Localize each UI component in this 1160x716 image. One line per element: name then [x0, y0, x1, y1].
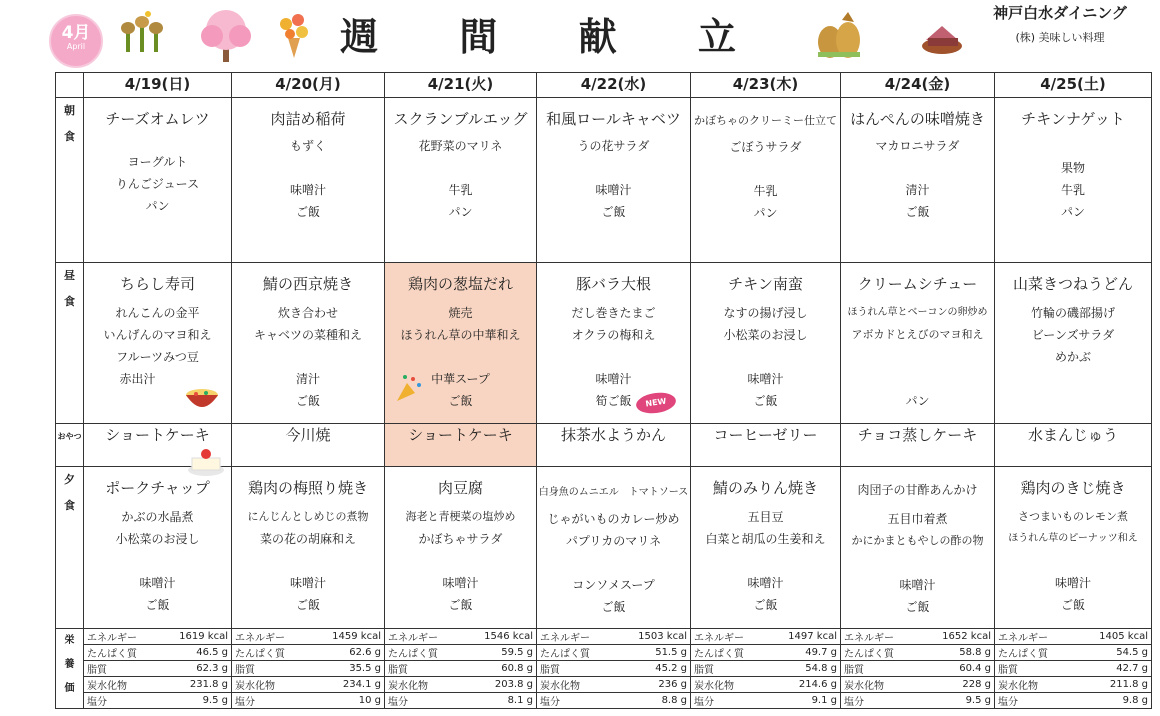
nutrient-value: 231.8 g [158, 677, 231, 693]
nutrient-name: エネルギー [537, 629, 614, 645]
main-dish: ポークチャップ [105, 479, 210, 497]
nutrient-value: 1497 kcal [766, 629, 840, 645]
main-dish: 豚バラ大根 [575, 275, 651, 293]
dinner-row [56, 467, 1152, 629]
nutrient-value: 9.1 g [811, 695, 837, 706]
title-char: 献 [578, 14, 621, 59]
page-title [340, 8, 740, 58]
nutrient-name: たんぱく質 [537, 645, 614, 661]
side-dish: 味噌汁 [289, 183, 326, 197]
side-dish: 清汁 [905, 183, 930, 197]
side-dish: 赤出汁 [119, 372, 156, 386]
meal-cell [995, 263, 1152, 424]
breakfast-row [56, 98, 1152, 263]
nutrient-name: 塩分 [235, 697, 255, 708]
nutrition-table [84, 629, 231, 708]
nutrient-value: 60.8 g [461, 661, 536, 677]
side-dish: いんげんのマヨ和え [103, 328, 212, 342]
meal-cell [995, 98, 1152, 263]
date-header: 4/19(日) [84, 73, 232, 98]
snack-label: おやつ [56, 424, 84, 467]
nutrition-table [995, 629, 1151, 708]
month-label: 4月 [61, 23, 91, 43]
cherry-blossom-tree-icon [196, 8, 256, 64]
side-dish: パン [905, 394, 930, 408]
side-dish: かぶの水晶煮 [121, 510, 194, 524]
meal-cell [537, 98, 691, 263]
main-dish: 鯖の西京焼き [262, 275, 353, 293]
meal-cell [691, 263, 841, 424]
snack-cell-highlight: ショートケーキ [385, 424, 537, 467]
nutrient-name: エネルギー [841, 629, 918, 645]
nutrient-name: 炭水化物 [537, 677, 614, 693]
row-label-char: 価 [64, 683, 75, 694]
side-dish: にんじんとしめじの煮物 [247, 510, 369, 523]
soup-bowl-icon [184, 385, 220, 413]
side-dish: ほうれん草とベーコンの卵炒め [847, 307, 988, 318]
side-dish: キャベツの菜種和え [253, 328, 362, 342]
main-dish: 肉詰め稲荷 [270, 110, 346, 128]
corner-cell [56, 73, 84, 98]
company-name: 神戸白水ダイニング [993, 4, 1127, 22]
side-dish: フルーツみつ豆 [116, 350, 199, 364]
main-dish: 鶏肉のきじ焼き [1020, 479, 1126, 497]
side-dish: 焼売 [448, 306, 473, 320]
side-dish: ご飯 [295, 598, 320, 612]
nutrient-name: 脂質 [385, 661, 461, 677]
main-dish: 山菜きつねうどん [1012, 275, 1133, 293]
side-dish: 味噌汁 [595, 372, 632, 386]
nutrient-value: 1652 kcal [918, 629, 994, 645]
nutrient-value: 62.3 g [158, 661, 231, 677]
side-dish: パン [1060, 205, 1085, 219]
row-label-char: 昼 [64, 269, 75, 282]
nutrition-cell [995, 629, 1152, 709]
nutrition-cell [841, 629, 995, 709]
nutrient-value: 49.7 g [766, 645, 840, 661]
row-label-char: 食 [64, 295, 75, 308]
side-dish: 果物 [1060, 161, 1085, 175]
meal-cell [84, 467, 232, 629]
side-dish: 味噌汁 [139, 576, 176, 590]
side-dish: 筍ご飯 [595, 394, 632, 408]
main-dish: はんぺんの味噌焼き [850, 110, 985, 128]
nutrient-name: たんぱく質 [995, 645, 1074, 661]
side-dish: ご飯 [295, 394, 320, 408]
row-label-char: 栄 [64, 635, 75, 646]
nutrient-name: たんぱく質 [84, 645, 158, 661]
nutrient-name: 炭水化物 [995, 677, 1074, 693]
side-dish: 竹輪の磯部揚げ [1030, 306, 1115, 320]
meal-cell [232, 467, 385, 629]
nutrient-name: エネルギー [84, 629, 158, 645]
nutrient-name: エネルギー [385, 629, 461, 645]
nutrition-cell [385, 629, 537, 709]
side-dish: ほうれん草の中華和え [400, 328, 521, 342]
side-dish: 味噌汁 [442, 576, 479, 590]
side-dish: ご飯 [145, 598, 170, 612]
side-dish: 白菜と胡瓜の生姜和え [705, 532, 826, 546]
date-header: 4/22(水) [537, 73, 691, 98]
side-dish: ほうれん草のピーナッツ和え [1008, 533, 1138, 544]
side-dish: パプリカのマリネ [565, 534, 662, 548]
side-dish: 小松菜のお浸し [723, 328, 808, 342]
side-dish: うの花サラダ [577, 139, 650, 153]
side-dish: ご飯 [448, 598, 473, 612]
nutrition-label [56, 629, 84, 709]
nutrient-value: 9.5 g [202, 695, 228, 706]
nutrient-value: 35.5 g [309, 661, 384, 677]
nutrient-value: 60.4 g [918, 661, 994, 677]
breakfast-label [56, 98, 84, 263]
nutrition-table [537, 629, 690, 708]
main-dish: かぼちゃのクリーミー仕立て [694, 114, 837, 127]
meal-cell [537, 467, 691, 629]
main-dish: スクランブルエッグ [393, 110, 528, 128]
nutrient-name: たんぱく質 [385, 645, 461, 661]
main-dish: 鯖のみりん焼き [712, 479, 818, 497]
meal-cell-highlight [385, 263, 537, 424]
side-dish: 牛乳 [753, 184, 778, 198]
side-dish: 清汁 [295, 372, 320, 386]
snack-cell: 今川焼 [232, 424, 385, 467]
nutrient-value: 1459 kcal [309, 629, 384, 645]
nutrient-value: 236 g [614, 677, 690, 693]
nutrient-value: 211.8 g [1074, 677, 1151, 693]
side-dish: 炊き合わせ [277, 306, 338, 320]
dinner-label [56, 467, 84, 629]
meal-cell [84, 263, 232, 424]
side-dish: かにかまともやしの酢の物 [851, 534, 984, 547]
nutrition-cell [691, 629, 841, 709]
meal-cell [841, 467, 995, 629]
side-dish: ご飯 [601, 600, 626, 614]
month-badge [49, 14, 103, 68]
meal-cell [691, 98, 841, 263]
nutrient-value: 54.5 g [1074, 645, 1151, 661]
nutrient-value: 1503 kcal [614, 629, 690, 645]
main-dish: チキン南蛮 [728, 275, 803, 293]
nutrient-name: 塩分 [540, 697, 560, 708]
side-dish: ごぼうサラダ [729, 140, 802, 154]
meal-cell [691, 467, 841, 629]
row-label-char: 養 [64, 659, 75, 670]
nutrient-value: 214.6 g [766, 677, 840, 693]
shortcake-icon [186, 446, 226, 478]
nutrient-value: 62.6 g [309, 645, 384, 661]
nutrient-name: たんぱく質 [841, 645, 918, 661]
nutrient-value: 8.1 g [507, 695, 533, 706]
nutrient-value: 8.8 g [661, 695, 687, 706]
title-char: 週 [340, 14, 383, 59]
flower-bouquet-icon [276, 12, 312, 60]
side-dish: めかぶ [1054, 350, 1091, 364]
nutrition-table [841, 629, 994, 708]
side-dish: 五目豆 [747, 510, 784, 524]
main-dish: 肉団子の甘酢あんかけ [857, 483, 978, 497]
birthday-bunting-icon [389, 263, 519, 270]
nutrient-name: 塩分 [694, 697, 714, 708]
title-char: 間 [459, 14, 502, 59]
nutrient-name: 塩分 [844, 697, 864, 708]
side-dish: アボカドとえびのマヨ和え [851, 328, 984, 341]
side-dish: 小松菜のお浸し [115, 532, 200, 546]
nutrient-name: 炭水化物 [691, 677, 766, 693]
main-dish: 和風ロールキャベツ [546, 110, 681, 128]
meal-cell [841, 263, 995, 424]
side-dish: パン [145, 199, 170, 213]
nutrient-name: 炭水化物 [84, 677, 158, 693]
nutrient-value: 45.2 g [614, 661, 690, 677]
nutrient-value: 58.8 g [918, 645, 994, 661]
side-dish: ご飯 [905, 600, 930, 614]
nutrient-name: エネルギー [691, 629, 766, 645]
company-subtitle: (株) 美味しい料理 [1015, 31, 1105, 44]
nutrient-value: 1405 kcal [1074, 629, 1151, 645]
snack-cell: ショートケーキ [84, 424, 232, 467]
side-dish: なすの揚げ浸し [723, 306, 808, 320]
meal-cell [385, 98, 537, 263]
lunch-label [56, 263, 84, 424]
nutrient-value: 46.5 g [158, 645, 231, 661]
nutrient-value: 228 g [918, 677, 994, 693]
nutrient-name: 塩分 [388, 697, 408, 708]
nutrition-cell [84, 629, 232, 709]
nutrition-table [232, 629, 384, 708]
lunch-row [56, 263, 1152, 424]
side-dish: オクラの梅和え [571, 328, 656, 342]
side-dish: ご飯 [601, 205, 626, 219]
new-badge: NEW [635, 390, 677, 415]
nutrition-table [385, 629, 536, 708]
meal-cell [385, 467, 537, 629]
nutrient-value: 9.8 g [1122, 695, 1148, 706]
main-dish: チキンナゲット [1021, 110, 1125, 128]
nutrient-name: たんぱく質 [691, 645, 766, 661]
side-dish: 味噌汁 [747, 576, 784, 590]
dessert-icon [920, 18, 966, 56]
date-header: 4/25(土) [995, 73, 1152, 98]
main-dish: 白身魚のムニエル トマトソース [538, 487, 689, 498]
meal-cell [232, 263, 385, 424]
party-popper-icon [393, 373, 423, 403]
nutrient-name: エネルギー [995, 629, 1074, 645]
nutrient-value: 54.8 g [766, 661, 840, 677]
nutrient-value: 42.7 g [1074, 661, 1151, 677]
main-dish: 鶏肉の葱塩だれ [407, 275, 513, 293]
nutrient-value: 59.5 g [461, 645, 536, 661]
row-label-char: 夕 [64, 473, 75, 486]
side-dish: ご飯 [753, 394, 778, 408]
date-header: 4/20(月) [232, 73, 385, 98]
side-dish: じゃがいものカレー炒め [547, 512, 680, 526]
date-row [56, 73, 1152, 98]
side-dish: 味噌汁 [595, 183, 632, 197]
meal-cell [995, 467, 1152, 629]
side-dish: ご飯 [753, 598, 778, 612]
date-header: 4/23(木) [691, 73, 841, 98]
side-dish: 菜の花の胡麻和え [259, 532, 356, 546]
snack-cell: コーヒーゼリー [691, 424, 841, 467]
main-dish: チーズオムレツ [105, 110, 210, 128]
meal-cell [84, 98, 232, 263]
nutrient-name: 炭水化物 [385, 677, 461, 693]
side-dish: ご飯 [448, 394, 473, 408]
main-dish: 肉豆腐 [437, 479, 483, 497]
header [0, 0, 1160, 70]
nutrient-name: 脂質 [537, 661, 614, 677]
nutrient-value: 9.5 g [965, 695, 991, 706]
nutrient-value: 234.1 g [309, 677, 384, 693]
side-dish: ヨーグルト [127, 155, 188, 169]
nutrient-value: 1546 kcal [461, 629, 536, 645]
nutrition-table [691, 629, 840, 708]
side-dish: 中華スープ [431, 372, 490, 386]
nutrient-value: 203.8 g [461, 677, 536, 693]
side-dish: 味噌汁 [289, 576, 326, 590]
side-dish: 味噌汁 [1054, 576, 1091, 590]
month-en-label: April [66, 42, 86, 51]
side-dish: 花野菜のマリネ [418, 139, 503, 153]
side-dish: コンソメスープ [572, 578, 655, 592]
nutrient-name: 塩分 [998, 697, 1018, 708]
meal-cell [232, 98, 385, 263]
side-dish: パン [448, 205, 473, 219]
nutrient-name: 炭水化物 [841, 677, 918, 693]
side-dish: さつまいものレモン煮 [1018, 510, 1128, 523]
row-label-char: 食 [64, 499, 75, 512]
side-dish: 味噌汁 [747, 372, 784, 386]
date-header: 4/24(金) [841, 73, 995, 98]
snack-cell: 水まんじゅう [995, 424, 1152, 467]
nutrient-name: 塩分 [87, 697, 107, 708]
snack-cell: チョコ蒸しケーキ [841, 424, 995, 467]
meal-cell [841, 98, 995, 263]
date-header: 4/21(火) [385, 73, 537, 98]
nutrient-name: エネルギー [232, 629, 309, 645]
main-dish: ちらし寿司 [119, 275, 195, 293]
side-dish: だし巻きたまご [571, 306, 656, 320]
nutrient-name: 脂質 [232, 661, 309, 677]
side-dish: 牛乳 [1060, 183, 1085, 197]
main-dish: クリームシチュー [857, 275, 978, 293]
side-dish: もずく [289, 139, 326, 153]
nutrition-cell [537, 629, 691, 709]
snack-cell: 抹茶水ようかん [537, 424, 691, 467]
side-dish: 海老と青梗菜の塩炒め [405, 510, 516, 523]
side-dish: マカロニサラダ [875, 139, 960, 153]
title-char: 立 [697, 14, 740, 59]
side-dish: ビーンズサラダ [1031, 328, 1115, 342]
row-label-char: 食 [64, 130, 75, 143]
tulip-sprouts-icon [118, 10, 166, 56]
nutrition-row [56, 629, 1152, 709]
company-block [965, 2, 1155, 45]
nutrient-value: 51.5 g [614, 645, 690, 661]
side-dish: れんこんの金平 [115, 306, 200, 320]
nutrient-name: 脂質 [841, 661, 918, 677]
nutrient-name: 脂質 [84, 661, 158, 677]
nutrient-value: 1619 kcal [158, 629, 231, 645]
side-dish: ご飯 [905, 205, 930, 219]
side-dish: ご飯 [295, 205, 320, 219]
side-dish: りんごジュース [115, 177, 200, 191]
side-dish: 五目巾着煮 [887, 512, 948, 526]
nutrient-name: 炭水化物 [232, 677, 309, 693]
side-dish: パン [753, 206, 778, 220]
side-dish: かぼちゃサラダ [418, 532, 503, 546]
nutrient-value: 10 g [358, 695, 381, 706]
nutrient-name: たんぱく質 [232, 645, 309, 661]
weekly-menu-table [55, 72, 1152, 709]
side-dish: 味噌汁 [899, 578, 936, 592]
main-dish: 鶏肉の梅照り焼き [247, 479, 368, 497]
nutrition-cell [232, 629, 385, 709]
meal-cell [537, 263, 691, 424]
side-dish: ご飯 [1060, 598, 1085, 612]
side-dish: 牛乳 [448, 183, 473, 197]
nutrient-name: 脂質 [691, 661, 766, 677]
row-label-char: 朝 [64, 104, 75, 117]
bamboo-shoot-icon [812, 10, 866, 60]
nutrient-name: 脂質 [995, 661, 1074, 677]
